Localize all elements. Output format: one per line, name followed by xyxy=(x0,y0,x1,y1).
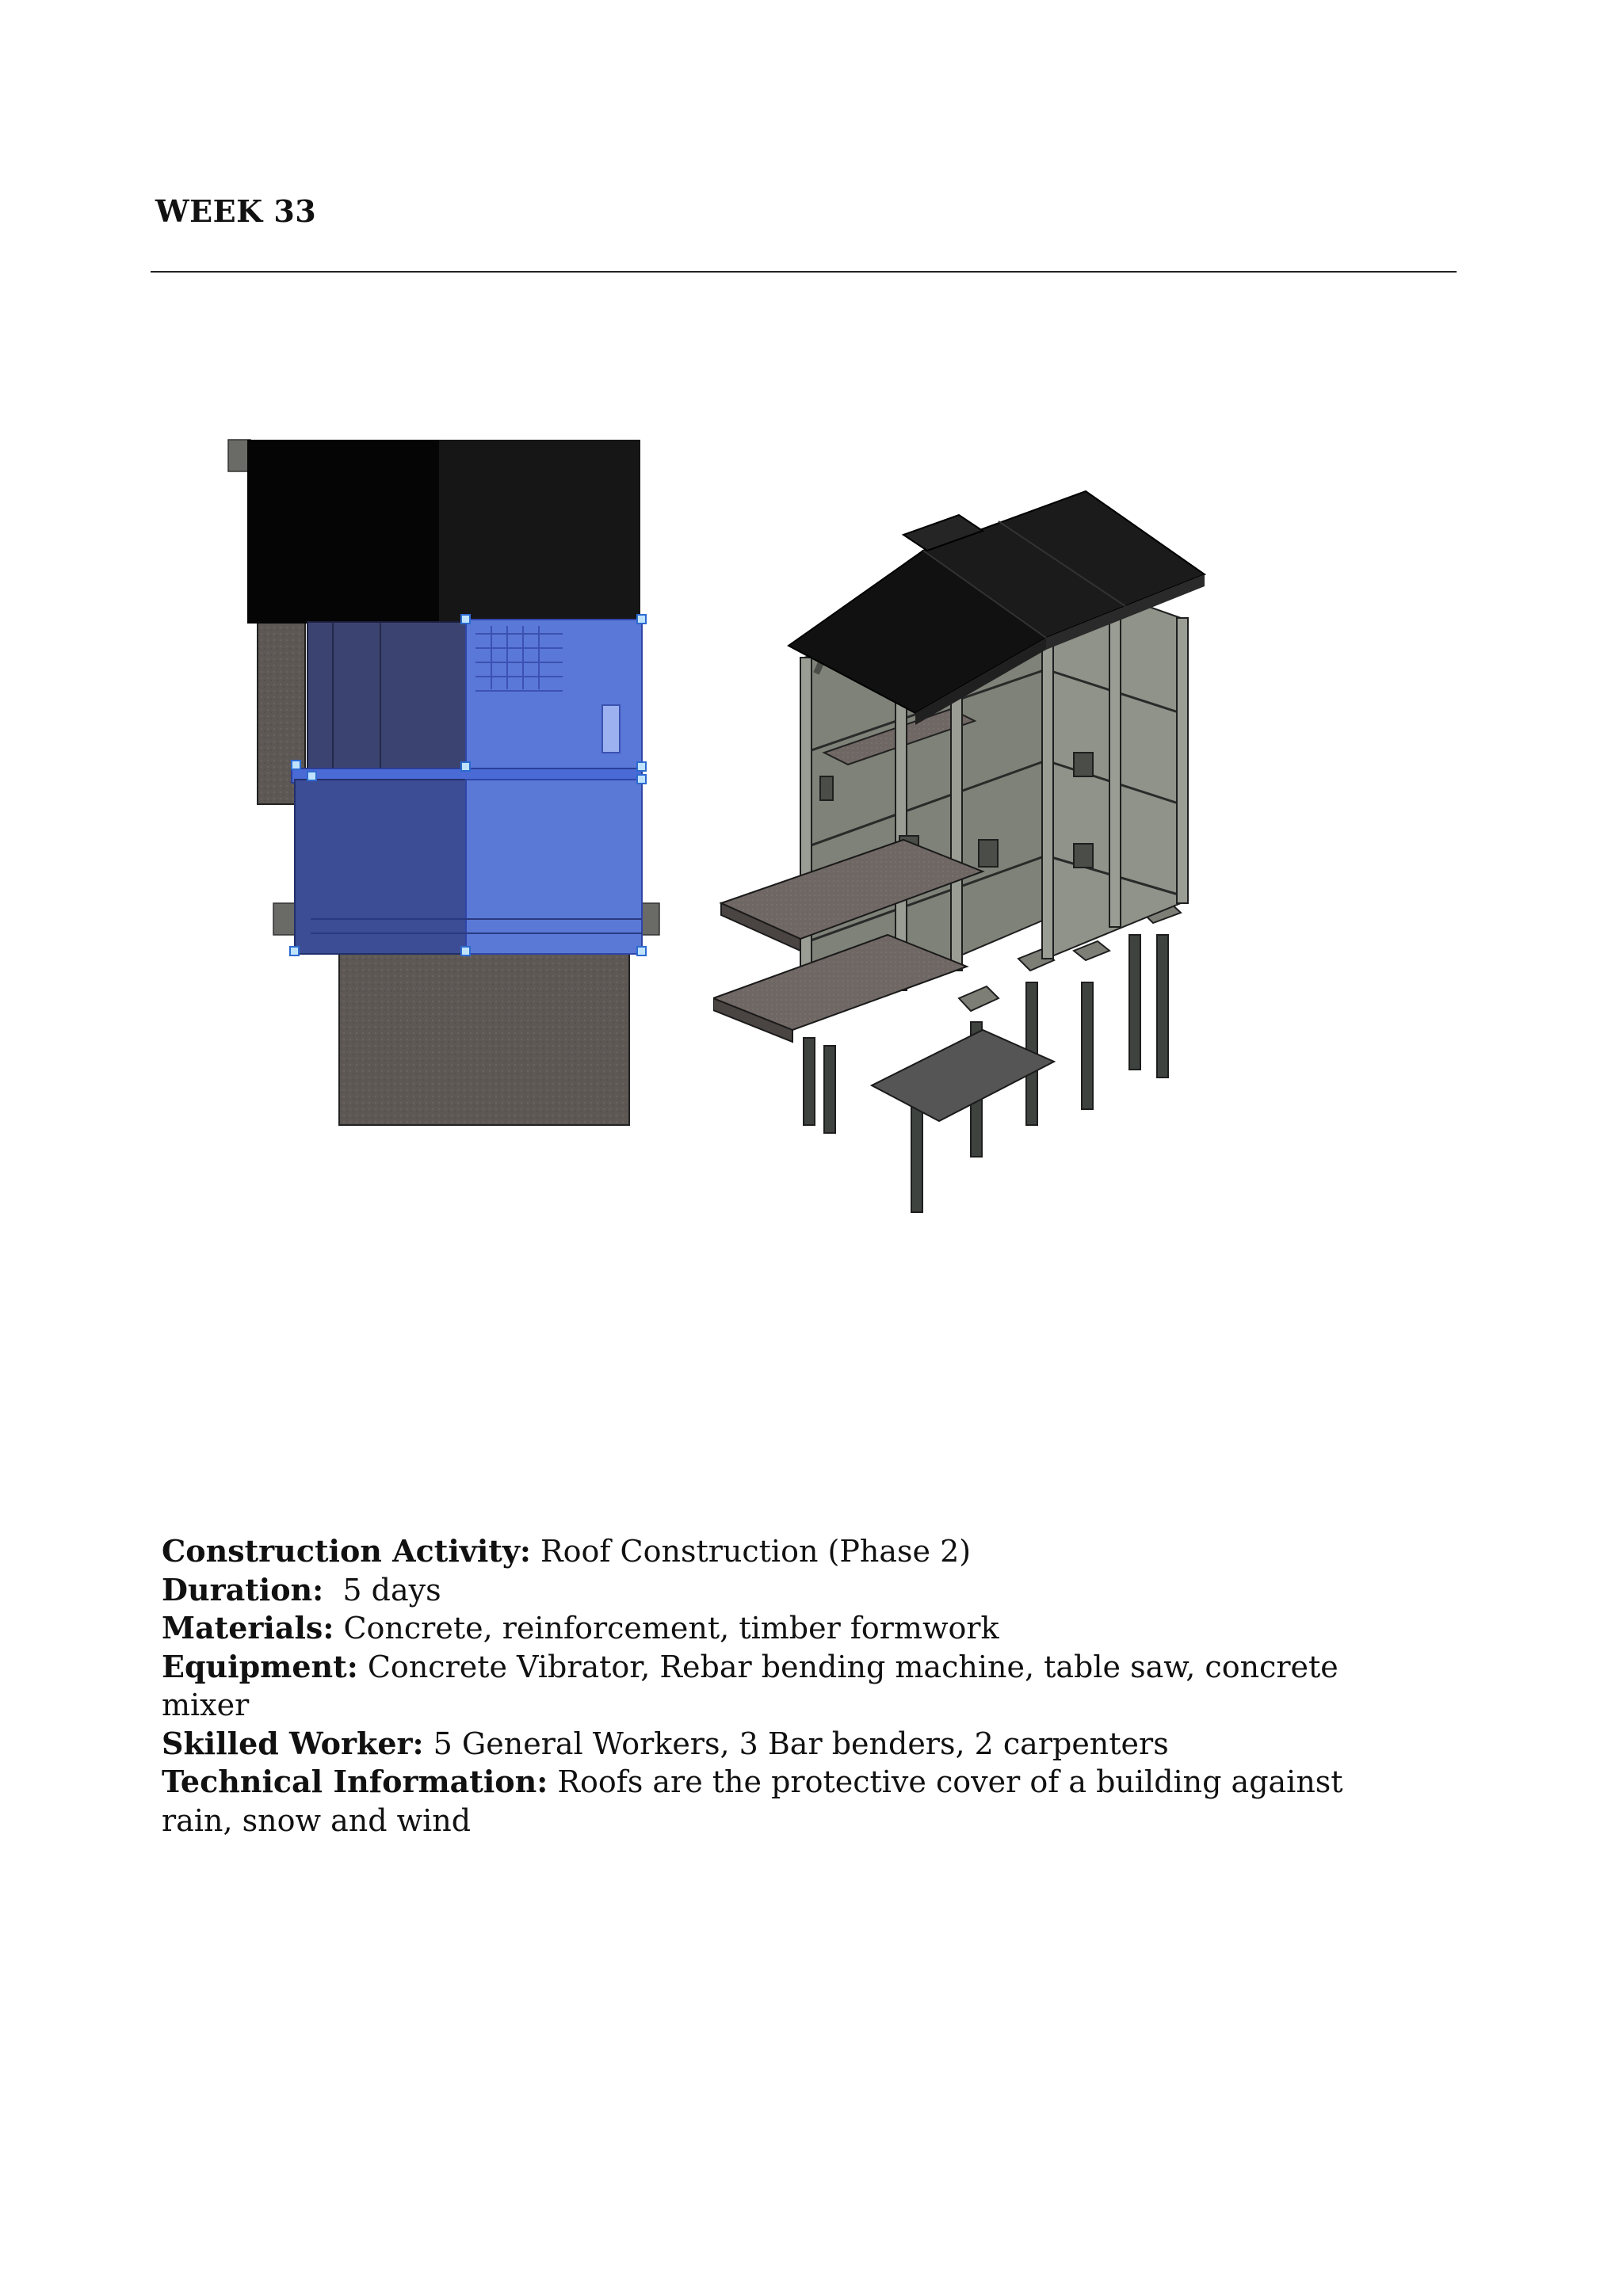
detail-label: Materials: xyxy=(162,1610,334,1646)
detail-label: Equipment: xyxy=(162,1648,358,1684)
detail-label: Construction Activity: xyxy=(162,1533,531,1569)
detail-value: 5 days xyxy=(333,1572,441,1608)
activity-details xyxy=(162,1532,1414,1840)
building-isometric-3d-image xyxy=(713,475,1252,1220)
detail-value: Concrete Vibrator, Rebar bending machine, table saw, concrete mixer xyxy=(162,1649,1338,1722)
detail-label: Duration: xyxy=(162,1571,324,1608)
detail-row-duration xyxy=(162,1571,1414,1610)
heading-divider xyxy=(151,271,1457,273)
detail-value: Roofs are the protective cover of a building against rain, snow and wind xyxy=(162,1764,1343,1838)
detail-row-skilled-worker xyxy=(162,1725,1414,1764)
detail-row-construction-activity xyxy=(162,1532,1414,1571)
detail-label: Skilled Worker: xyxy=(162,1725,424,1761)
detail-row-equipment xyxy=(162,1648,1414,1725)
detail-label: Technical Information: xyxy=(162,1764,548,1799)
detail-row-materials xyxy=(162,1609,1414,1648)
detail-value: 5 General Workers, 3 Bar benders, 2 carpenters xyxy=(433,1726,1169,1761)
detail-row-technical-information xyxy=(162,1763,1414,1840)
detail-value: Roof Construction (Phase 2) xyxy=(540,1534,972,1569)
week-heading: WEEK 33 xyxy=(155,193,317,229)
building-plan-view-image xyxy=(222,436,674,1149)
detail-value: Concrete, reinforcement, timber formwork xyxy=(343,1611,999,1646)
